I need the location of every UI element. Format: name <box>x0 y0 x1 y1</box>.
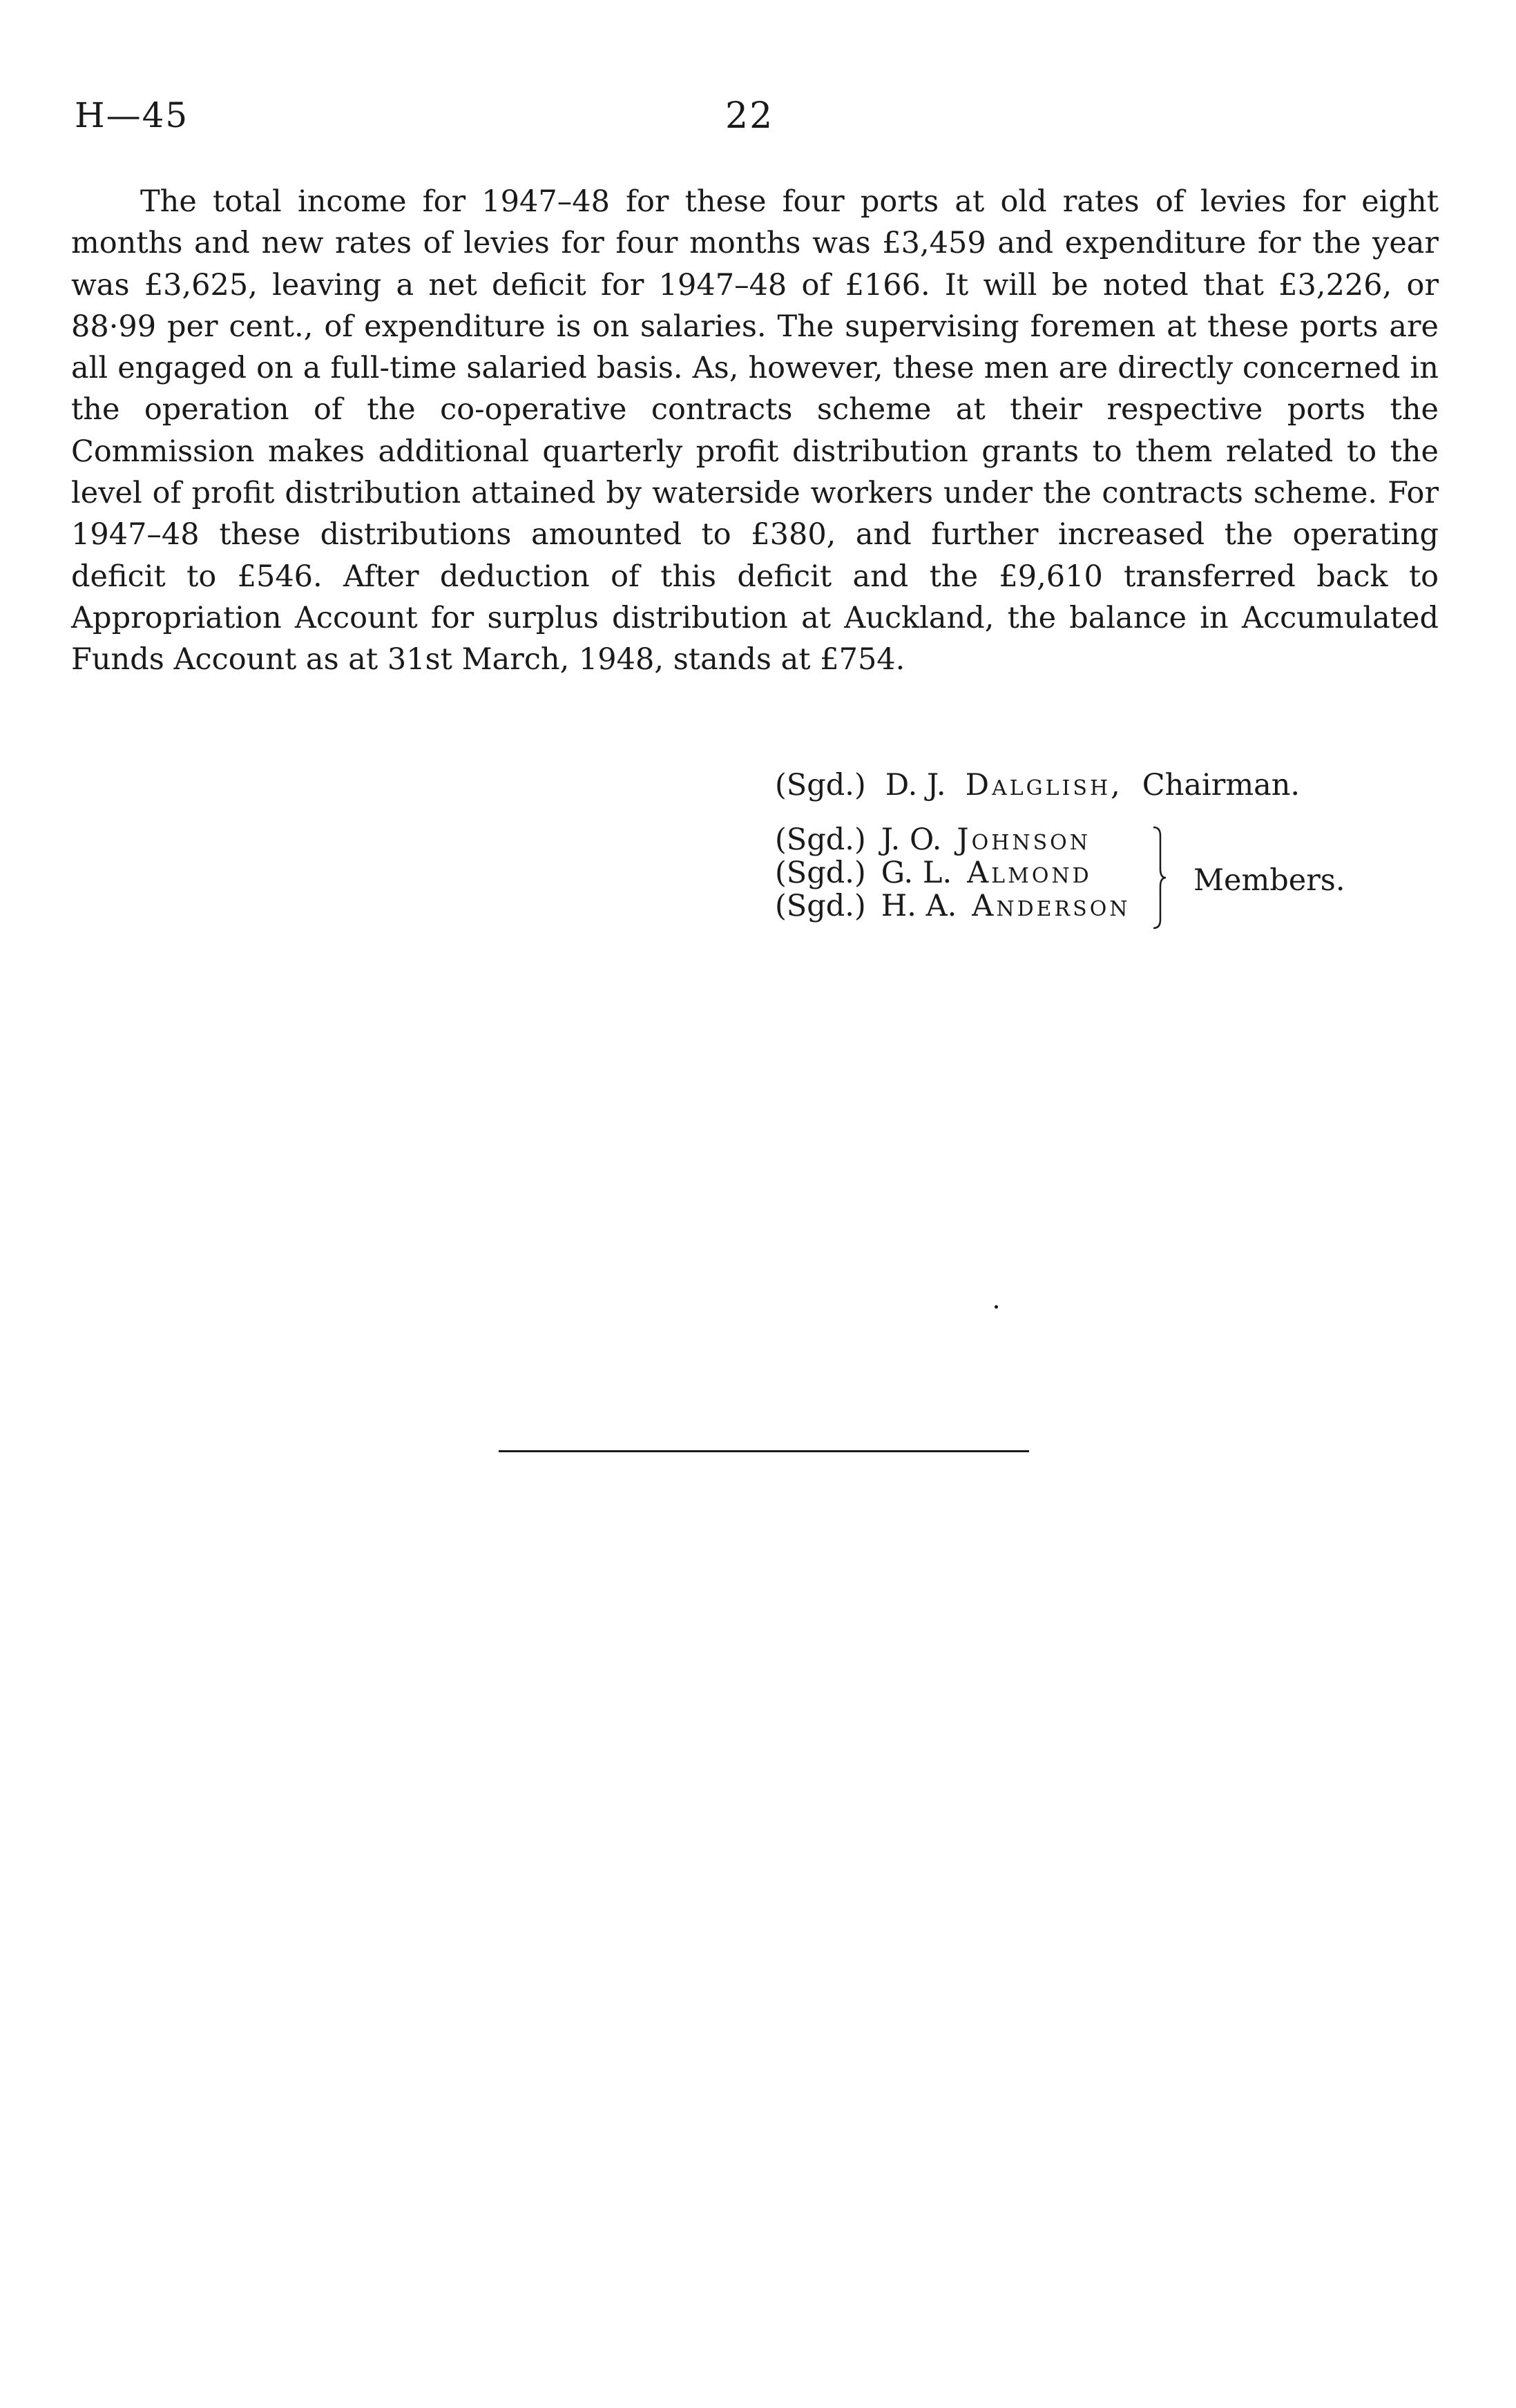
chairman-signature <box>775 768 1300 802</box>
signature-prefix: (Sgd.) <box>775 889 866 923</box>
member-surname: Almond <box>967 856 1092 890</box>
member-surname: Anderson <box>972 889 1131 923</box>
member-signature <box>775 856 1131 889</box>
member-initials: G. L. <box>881 856 952 890</box>
chairman-initials: D. J. <box>885 768 946 802</box>
member-signature <box>775 823 1131 856</box>
members-signatures <box>775 823 1131 923</box>
body-paragraph: The total income for 1947–48 for these four ports at old rates of levies for eight months and new rates of levies for four months was £3,459 and expenditure for the year was £3,625, leaving a net deficit for 1947–48 of £166. It will be noted that £3,226, or 88·99 per cent., of expenditure is on salaries. The supervising foremen at these ports are all engaged on a full-time salaried basis. As, however, these men are directly concerned in the operation of the co-operative contracts scheme at their respective ports the Commission makes additional quarterly profit distribution grants to them related to the level of profit distribution attained by waterside workers under the contracts scheme. For 1947–48 these distributions amounted to £380, and further increased the operating deficit to £546. After deduction of this deficit and the £9,610 transferred back to Appropriation Account for surplus distribution at Auckland, the balance in Accumulated Funds Account as at 31st March, 1948, stands at £754. <box>71 184 1439 677</box>
members-brace <box>1152 826 1167 930</box>
closing-rule <box>499 1450 1029 1452</box>
members-label: Members. <box>1193 863 1345 898</box>
chairman-surname: Dalglish, <box>965 768 1123 802</box>
member-initials: H. A. <box>881 889 957 923</box>
page-number: 22 <box>725 95 774 137</box>
signature-prefix: (Sgd.) <box>775 856 866 890</box>
document-reference: H—45 <box>75 95 189 135</box>
stray-dot <box>995 1305 998 1309</box>
member-signature <box>775 889 1131 923</box>
signature-prefix: (Sgd.) <box>775 768 866 802</box>
member-surname: Johnson <box>957 822 1091 857</box>
signature-prefix: (Sgd.) <box>775 822 866 857</box>
chairman-role: Chairman. <box>1142 768 1301 802</box>
member-initials: J. O. <box>881 822 942 857</box>
